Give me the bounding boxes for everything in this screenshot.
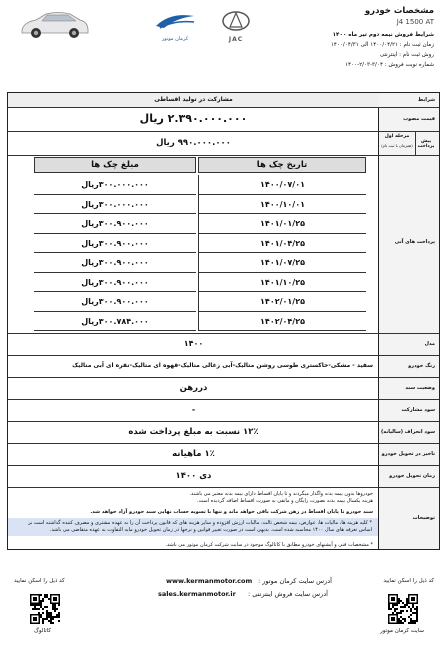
value-deviation-profit: ۱۲٪ نسبت به مبلغ پرداخت شده: [128, 427, 259, 437]
kerman-motor-swoosh-icon: [150, 10, 200, 32]
car-model: J4 1500 AT: [396, 18, 434, 26]
value-color: سفید - مشکی-خاکستری طوسی روشن متالیک-آبی زغالی متالیک-قهوه ای متالیک-نقره ای آبی متالیک: [72, 362, 373, 369]
kerman-motor-logo: [150, 10, 200, 44]
sale-circular-number: شماره نوبت فروش : ۳/۰۴-۲/۰۳-۱۴۰۰: [345, 62, 434, 68]
label-price: قیمت مصوب: [403, 116, 435, 122]
spec-title: مشخصات خودرو: [364, 6, 434, 16]
value-price: ۲.۳۹۰.۰۰۰.۰۰۰ ریال: [139, 112, 248, 125]
website-url[interactable]: www.kermanmotor.com: [166, 577, 253, 585]
value-delivery-time: دی ۱۴۰۰: [175, 471, 212, 481]
label-notes: توضیحات: [412, 515, 435, 521]
installment-date: ۱۴۰۱/۱۰/۲۵: [198, 273, 366, 293]
label-doc-status: وضعیت سند: [405, 385, 435, 391]
note-2: هزینه یکسال بیمه بدنه بصورت رایگان و ماتقی به صورت اقساط اضافه گردیده است.: [197, 498, 373, 504]
label-delivery-delay: تاخیر در تحویل خودرو: [381, 451, 435, 457]
note-5: * مشخصات فنی و آپشنهای خودرو مطابق با کاتالوگ موجود در سایت شرکت کرمان موتور می باشد.: [165, 542, 373, 548]
qr-code-website-icon[interactable]: [388, 594, 418, 624]
label-delivery-time: زمان تحویل خودرو: [389, 473, 435, 479]
note-3: سند خودرو تا پایان اقساط در رهن شرکت باقی خواهد ماند و تنها با تسویه حساب نهایی سند خودرو آزاد خواهد شد.: [90, 509, 373, 515]
qr-right-label: سایت کرمان موتور: [380, 628, 424, 634]
label-future-payments: پرداخت های آتی: [394, 239, 435, 245]
note-4: * کلیه هزینه ها، مالیات ها، عوارض، بیمه شخص ثالث، مالیات ارزش افزوده و سایر هزینه های که قانون پرداخت آن را به عهده مشتری و مصرف کننده گذاشته است بر اساس تعرفه های سال ۱۴۰۰ محاسبه شده است. بدیهی است در صورت تغییر قوانین و نرخها در زمان تحویل خودرو مابه التفاوت به عهده متقاضی می باشد.: [8, 518, 378, 536]
installments-date-header: تاریخ چک ها: [198, 157, 366, 173]
sales-label: آدرس سایت فروش اینترنتی :: [248, 590, 328, 598]
label-column: [378, 93, 439, 549]
label-conditions: شرایط: [418, 97, 435, 103]
label-first-stage: مرحله اول: [384, 134, 410, 139]
registration-time: زمان ثبت نام : ۱۴۰۰/۰۴/۲۱ الی ۱۴۰۰/۰۴/۳۱: [330, 42, 434, 48]
installment-amount: ۳۰۰.۰۰۰.۰۰۰ریال: [34, 175, 196, 195]
installment-amount: ۳۰۰.۹۰۰.۰۰۰ریال: [34, 214, 196, 234]
label-model: مدل: [424, 341, 435, 347]
label-first-stage-sub: (همزمان با ثبت نام): [381, 143, 413, 148]
value-model: ۱۴۰۰: [183, 339, 204, 348]
value-doc-status: دررهن: [179, 383, 208, 393]
qr-code-catalog-icon[interactable]: [30, 594, 60, 624]
jac-logo: [214, 10, 258, 44]
installment-date: ۱۴۰۱/۰۱/۲۵: [198, 214, 366, 234]
notes-insurance: [8, 489, 379, 507]
installment-date: ۱۴۰۲/۰۴/۲۵: [198, 312, 366, 332]
value-delivery-delay: ۱٪ ماهیانه: [172, 449, 215, 459]
installment-date: ۱۴۰۰/۰۷/۰۱: [198, 175, 366, 195]
jac-logo-text: JAC: [228, 36, 244, 43]
conditions-table: [7, 92, 440, 550]
kerman-motor-logo-text: کرمان موتور: [161, 36, 189, 42]
installment-date: ۱۴۰۱/۰۷/۲۵: [198, 253, 366, 273]
installments-amount-header: مبلغ چک ها: [34, 157, 196, 173]
qr-left-label: کاتالوگ: [34, 628, 51, 634]
value-conditions: مشارکت در تولید اقساطی: [8, 93, 379, 107]
installment-date: ۱۴۰۱/۰۴/۲۵: [198, 234, 366, 254]
note-1: خودروها بدون بیمه بدنه واگذار میگردند و تا پایان اقساط دارای بیمه بدنه معتبر می باشند.: [189, 491, 373, 497]
car-image: [18, 6, 90, 42]
installment-amount: ۳۰۰.۹۰۰.۰۰۰ریال: [34, 253, 196, 273]
installment-amount: ۳۰۰.۷۸۴.۰۰۰ریال: [34, 312, 196, 332]
sales-url[interactable]: sales.kermanmotor.ir: [158, 590, 236, 598]
value-participation-profit: -: [191, 405, 196, 414]
label-color: رنگ خودرو: [408, 363, 435, 369]
installment-amount: ۳۰۰.۹۰۰.۰۰۰ریال: [34, 292, 196, 312]
sale-conditions-title: شرایط فروش نیمه دوم تیر ماه ۱۴۰۰: [332, 32, 434, 38]
value-first-stage: ۹۹۰.۰۰۰.۰۰۰ ریال: [156, 138, 231, 148]
installment-amount: ۳۰۰.۰۰۰.۰۰۰ریال: [34, 195, 196, 215]
label-participation-profit: سود مشارکت: [401, 407, 435, 413]
jac-emblem-icon: [214, 10, 258, 32]
label-prepayment: پیش پرداخت: [417, 139, 435, 149]
registration-method: روش ثبت نام : اینترنتی: [379, 52, 434, 58]
label-deviation-profit: سود انحراف (سالیانه): [381, 429, 435, 435]
scan-caption-left: کد ذیل را اسکن نمایید: [14, 578, 65, 584]
installment-date: ۱۴۰۲/۰۱/۲۵: [198, 292, 366, 312]
scan-caption-right: کد ذیل را اسکن نمایید: [383, 578, 434, 584]
installment-date: ۱۴۰۰/۱۰/۰۱: [198, 195, 366, 215]
installment-amount: ۳۰۰.۹۰۰.۰۰۰ریال: [34, 234, 196, 254]
website-label: آدرس سایت کرمان موتور :: [258, 577, 332, 585]
installment-amount: ۳۰۰.۹۰۰.۰۰۰ریال: [34, 273, 196, 293]
